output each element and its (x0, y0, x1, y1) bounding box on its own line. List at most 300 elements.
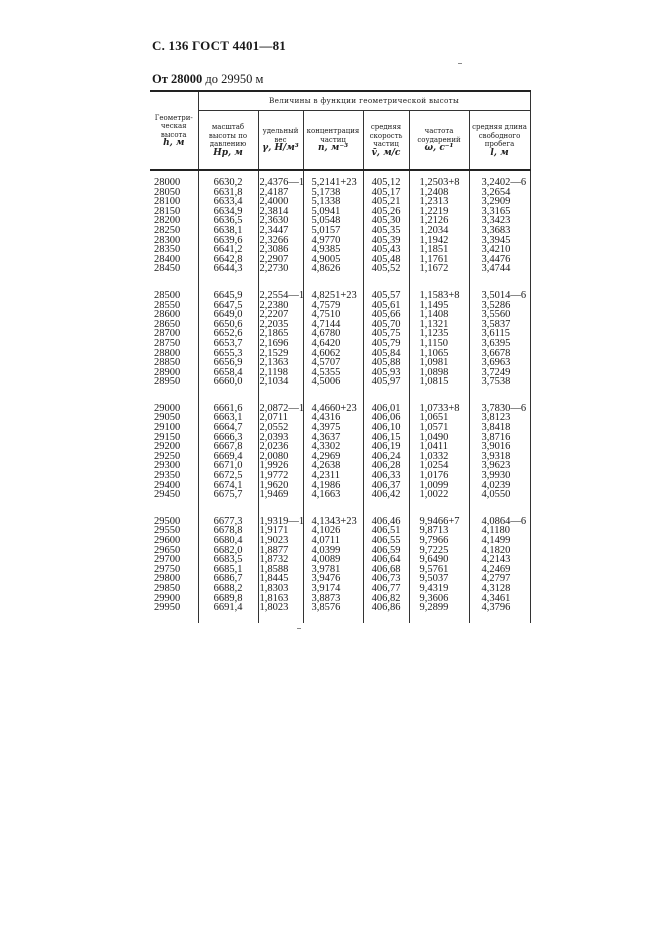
table-cell-value: 3,3945 (481, 234, 511, 246)
table-body (150, 170, 530, 623)
value-list (201, 517, 256, 613)
table-cell-value: 2,2035 (259, 318, 289, 330)
table-cell-value: 29250 (154, 450, 181, 462)
table-cell-value: 406,46 (371, 515, 401, 527)
atmosphere-table-container (150, 90, 530, 623)
table-cell-value: 2,2907 (259, 253, 289, 265)
value-list (201, 291, 256, 387)
table-cell-value: 6645,9 (213, 289, 243, 301)
table-cell-value: 4,0239 (481, 479, 511, 491)
value-list (259, 402, 305, 501)
column-label: удельный вес (262, 127, 299, 144)
table-cell-value: 6647,5 (213, 299, 243, 311)
value-list (154, 404, 196, 500)
table-cell-value: 29550 (154, 525, 181, 537)
table-cell-value: 6636,5 (213, 215, 243, 227)
table-cell-value: 29800 (154, 573, 181, 585)
table-cell-value: 3,6963 (481, 357, 511, 369)
column-symbol: v̄, м/с (371, 147, 401, 158)
table-cell-value: 1,9926 (259, 460, 289, 472)
column-header-n (303, 111, 363, 171)
table-cell-value: 4,2143 (481, 554, 511, 566)
table-cell-value: 405,48 (371, 253, 401, 265)
table-cell-value: 4,8251+23 (311, 289, 357, 301)
table-cell-value: 4,3461 (481, 592, 511, 604)
table-cell-value: 29100 (154, 422, 181, 434)
table-cell-value: 2,2730 (259, 263, 289, 275)
table-cell-value: 6691,4 (213, 602, 243, 614)
cell-gamma (258, 397, 303, 510)
cell-v (363, 170, 409, 284)
table-cell-value: 2,3630 (259, 215, 289, 227)
table-cell-value: 6689,8 (213, 592, 243, 604)
column-header-w (409, 111, 469, 171)
table-cell-value: 405,88 (371, 357, 401, 369)
cell-gamma (258, 510, 303, 623)
table-cell-value: 4,1986 (311, 479, 341, 491)
column-header-h (150, 91, 198, 170)
table-cell-value: 3,6115 (481, 328, 510, 340)
table-cell-value: 28500 (154, 289, 181, 301)
table-row-group (150, 510, 530, 623)
table-cell-value: 6683,5 (213, 554, 243, 566)
table-cell-value: 2,0552 (259, 422, 289, 434)
table-cell-value: 406,01 (371, 402, 401, 414)
table-cell-value: 2,2554—1 (259, 289, 305, 301)
column-symbol: Hp, м (213, 147, 243, 158)
table-cell-value: 3,9174 (311, 582, 341, 594)
table-row-group (150, 170, 530, 284)
table-cell-value: 28000 (154, 177, 181, 188)
table-cell-value: 2,2207 (259, 309, 289, 321)
table-cell-value: 6634,9 (213, 205, 243, 217)
table-cell-value: 4,1343+23 (311, 515, 357, 527)
table-cell-value: 4,3302 (311, 441, 341, 453)
range-title (152, 72, 263, 87)
table-cell-value: 28850 (154, 357, 181, 369)
table-cell-value: 28600 (154, 309, 181, 321)
table-cell-value: 1,0254 (419, 460, 449, 472)
table-cell-value: 406,33 (371, 470, 401, 482)
table-cell-value: 2,3266 (259, 234, 289, 246)
table-cell-value: 3,9476 (311, 573, 341, 585)
table-cell-value: 1,0733+8 (419, 402, 460, 414)
table-cell-value: 9,7966 (419, 535, 449, 546)
table-cell-value: 406,86 (371, 602, 401, 614)
scan-speck (458, 63, 462, 64)
column-label: концентрация частиц (306, 127, 360, 144)
table-cell-value: 6685,1 (213, 563, 243, 575)
table-cell-value: 4,3637 (311, 431, 341, 443)
range-to: 29950 (221, 72, 253, 86)
table-cell-value: 6655,3 (213, 347, 243, 359)
cell-h (150, 510, 198, 623)
table-cell-value: 2,4187 (259, 186, 289, 198)
value-list (154, 517, 196, 613)
table-cell-value: 406,51 (371, 525, 401, 537)
table-cell-value: 4,5355 (311, 366, 341, 378)
table-cell-value: 29450 (154, 489, 181, 501)
table-cell-value: 2,1696 (259, 337, 289, 349)
table-cell-value: 3,2402—6 (481, 177, 527, 188)
table-cell-value: 6677,3 (213, 515, 243, 527)
table-cell-value: 29150 (154, 431, 181, 443)
table-cell-value: 405,79 (371, 337, 401, 349)
table-row-group (150, 397, 530, 510)
table-cell-value: 2,0872—1 (259, 402, 305, 414)
table-cell-value: 4,8626 (311, 263, 341, 275)
table-cell-value: 9,8713 (419, 525, 449, 537)
table-cell-value: 406,24 (371, 450, 401, 462)
table-cell-value: 405,30 (371, 215, 401, 227)
cell-hp (198, 510, 258, 623)
header-row-columns (150, 111, 530, 171)
atmosphere-table (150, 90, 531, 623)
cell-n (303, 510, 363, 623)
column-header-l (469, 111, 530, 171)
table-cell-value: 4,2311 (311, 470, 340, 482)
table-cell-value: 5,2141+23 (311, 177, 357, 188)
table-cell-value: 3,9781 (311, 563, 341, 575)
table-cell-value: 3,8716 (481, 431, 511, 443)
table-cell-value: 1,0022 (419, 489, 449, 501)
table-cell-value: 3,5837 (481, 318, 511, 330)
value-list (312, 404, 361, 500)
table-cell-value: 9,5761 (419, 563, 449, 575)
value-list (420, 178, 467, 274)
table-cell-value: 406,10 (371, 422, 401, 434)
cell-w (409, 170, 469, 284)
table-cell-value: 28400 (154, 253, 181, 265)
table-cell-value: 1,9023 (259, 535, 289, 546)
cell-l (469, 510, 530, 623)
table-cell-value: 1,1495 (419, 299, 449, 311)
table-cell-value: 4,1026 (311, 525, 341, 537)
cell-w (409, 510, 469, 623)
table-cell-value: 4,9770 (311, 234, 341, 246)
table-cell-value: 3,8418 (481, 422, 511, 434)
table-cell-value: 1,9171 (259, 525, 289, 537)
table-cell-value: 6686,7 (213, 573, 243, 585)
table-cell-value: 6652,6 (213, 328, 243, 340)
table-cell-value: 1,8588 (259, 563, 289, 575)
table-cell-value: 1,1761 (419, 253, 449, 265)
cell-hp (198, 284, 258, 397)
table-cell-value: 1,1942 (419, 234, 449, 246)
table-cell-value: 405,43 (371, 244, 401, 256)
table-cell-value: 3,5286 (481, 299, 511, 311)
table-cell-value: 5,0157 (311, 224, 341, 236)
table-cell-value: 6650,6 (213, 318, 243, 330)
table-cell-value: 406,15 (371, 431, 401, 443)
table-cell-value: 406,28 (371, 460, 401, 472)
table-cell-value: 4,5707 (311, 357, 341, 369)
cell-gamma (258, 170, 303, 284)
table-cell-value: 405,39 (371, 234, 401, 246)
table-cell-value: 1,2313 (419, 196, 449, 208)
table-cell-value: 1,8163 (259, 592, 289, 604)
table-cell-value: 3,6678 (481, 347, 511, 359)
table-cell-value: 3,9623 (481, 460, 511, 472)
table-cell-value: 6674,1 (213, 479, 243, 491)
table-cell-value: 6642,8 (213, 253, 243, 265)
table-cell-value: 3,7249 (481, 366, 511, 378)
table-cell-value: 28550 (154, 299, 181, 311)
table-cell-value: 406,82 (371, 592, 401, 604)
table-cell-value: 6664,7 (213, 422, 243, 434)
table-cell-value: 6688,2 (213, 582, 243, 594)
table-cell-value: 6658,4 (213, 366, 243, 378)
table-cell-value: 2,1529 (259, 347, 289, 359)
table-cell-value: 3,7830—6 (481, 402, 527, 414)
table-cell-value: 2,3814 (259, 205, 289, 217)
table-cell-value: 405,61 (371, 299, 401, 311)
range-from: 28000 (171, 72, 203, 86)
table-cell-value: 6656,9 (213, 357, 243, 369)
table-cell-value: 4,7144 (311, 318, 341, 330)
value-list (259, 177, 305, 275)
table-cell-value: 4,7579 (311, 299, 341, 311)
table-cell-value: 9,4319 (419, 582, 449, 594)
table-cell-value: 1,8445 (259, 573, 289, 585)
table-cell-value: 9,9466+7 (419, 515, 460, 527)
table-cell-value: 3,8123 (481, 412, 511, 424)
value-list (482, 178, 528, 274)
table-cell-value: 405,35 (371, 224, 401, 236)
table-cell-value: 2,4376—1 (259, 177, 305, 188)
cell-h (150, 284, 198, 397)
value-list (312, 178, 361, 274)
table-cell-value: 1,1321 (419, 318, 449, 330)
table-cell-value: 405,97 (371, 376, 401, 388)
table-cell-value: 1,2503+8 (419, 177, 460, 188)
table-cell-value: 5,1338 (311, 196, 341, 208)
table-cell-value: 29650 (154, 544, 181, 556)
column-label: частота соударений (417, 127, 461, 144)
table-cell-value: 1,2126 (419, 215, 449, 227)
table-cell-value: 405,93 (371, 366, 401, 378)
table-cell-value: 5,1738 (311, 186, 341, 198)
table-cell-value: 29050 (154, 412, 181, 424)
table-cell-value: 406,64 (371, 554, 401, 566)
table-cell-value: 3,6395 (481, 337, 511, 349)
table-cell-value: 2,2380 (259, 299, 289, 311)
table-cell-value: 3,2654 (481, 186, 511, 198)
table-cell-value: 1,9319—1 (259, 515, 305, 527)
table-cell-value: 4,4316 (311, 412, 341, 424)
table-cell-value: 29850 (154, 582, 181, 594)
table-cell-value: 28350 (154, 244, 181, 256)
table-cell-value: 3,3165 (481, 205, 511, 217)
table-cell-value: 29300 (154, 460, 181, 472)
column-symbol: ω, с⁻¹ (424, 143, 454, 154)
table-cell-value: 28250 (154, 224, 181, 236)
table-cell-value: 4,1180 (481, 525, 510, 537)
value-list (482, 517, 528, 613)
table-cell-value: 2,1363 (259, 357, 289, 369)
table-cell-value: 4,6062 (311, 347, 341, 359)
table-cell-value: 2,3086 (259, 244, 289, 256)
table-cell-value: 3,7538 (481, 376, 511, 388)
value-list (420, 404, 467, 500)
table-cell-value: 405,66 (371, 309, 401, 321)
table-cell-value: 29900 (154, 592, 181, 604)
table-cell-value: 405,84 (371, 347, 401, 359)
table-cell-value: 406,37 (371, 479, 401, 491)
table-cell-value: 9,6490 (419, 554, 449, 566)
table-cell-value: 28450 (154, 263, 181, 275)
table-cell-value: 28900 (154, 366, 181, 378)
column-header-v (363, 111, 409, 171)
table-cell-value: 1,8023 (259, 602, 289, 614)
value-list (312, 291, 361, 387)
table-cell-value: 6678,8 (213, 525, 243, 537)
page-header: С. 136 ГОСТ 4401—81 (152, 38, 286, 53)
header-row-group (150, 91, 530, 111)
column-label: средняя скорость частиц (369, 123, 403, 148)
table-cell-value: 1,1408 (419, 309, 449, 321)
table-cell-value: 405,75 (371, 328, 401, 340)
cell-w (409, 284, 469, 397)
table-cell-value: 406,77 (371, 582, 401, 594)
value-list (366, 404, 407, 500)
table-cell-value: 6630,2 (213, 177, 243, 188)
table-cell-value: 406,73 (371, 573, 401, 585)
value-list (366, 178, 407, 274)
table-cell-value: 4,2969 (311, 450, 341, 462)
table-cell-value: 3,9930 (481, 470, 511, 482)
table-cell-value: 4,9005 (311, 253, 341, 265)
table-cell-value: 1,0176 (419, 470, 449, 482)
table-cell-value: 406,68 (371, 563, 401, 575)
table-cell-value: 6672,5 (213, 470, 243, 482)
table-cell-value: 3,8873 (311, 592, 341, 604)
table-cell-value: 405,52 (371, 263, 401, 275)
column-symbol: h, м (163, 138, 185, 148)
table-cell-value: 6639,6 (213, 234, 243, 246)
table-cell-value: 6649,0 (213, 309, 243, 321)
value-list (366, 291, 407, 387)
table-cell-value: 1,8877 (259, 544, 289, 556)
table-cell-value: 3,2909 (481, 196, 511, 208)
table-cell-value: 29000 (154, 402, 181, 414)
table-cell-value: 405,21 (371, 196, 401, 208)
table-row-group (150, 284, 530, 397)
table-cell-value: 4,2797 (481, 573, 511, 585)
value-list (154, 291, 196, 387)
table-cell-value: 4,9385 (311, 244, 341, 256)
table-cell-value: 1,1065 (419, 347, 449, 359)
range-mid: до (205, 72, 218, 86)
cell-l (469, 397, 530, 510)
value-list (420, 517, 467, 613)
cell-v (363, 284, 409, 397)
table-cell-value: 1,0898 (419, 366, 449, 378)
table-cell-value: 2,1034 (259, 376, 289, 388)
table-cell-value: 1,0651 (419, 412, 449, 424)
table-cell-value: 1,1851 (419, 244, 449, 256)
table-cell-value: 405,12 (371, 177, 401, 188)
cell-hp (198, 170, 258, 284)
table-cell-value: 4,0711 (311, 535, 340, 546)
table-cell-value: 9,7225 (419, 544, 449, 556)
table-cell-value: 6638,1 (213, 224, 243, 236)
table-cell-value: 6663,1 (213, 412, 243, 424)
table-cell-value: 4,1663 (311, 489, 341, 501)
table-cell-value: 4,3128 (481, 582, 511, 594)
table-cell-value: 406,59 (371, 544, 401, 556)
scan-speck (297, 628, 301, 629)
value-list (366, 517, 407, 613)
table-cell-value: 29350 (154, 470, 181, 482)
table-cell-value: 4,2469 (481, 563, 511, 575)
table-cell-value: 405,70 (371, 318, 401, 330)
table-cell-value: 5,0548 (311, 215, 341, 227)
table-cell-value: 2,0393 (259, 431, 289, 443)
table-cell-value: 4,1499 (481, 535, 511, 546)
table-cell-value: 3,3423 (481, 215, 511, 227)
column-label: масштаб высоты по давлению (208, 123, 248, 148)
group-header: Величины в функции геометрической высоты (198, 91, 530, 111)
table-cell-value: 6675,7 (213, 489, 243, 501)
value-list (154, 178, 196, 274)
table-cell-value: 4,1820 (481, 544, 511, 556)
table-cell-value: 6667,8 (213, 441, 243, 453)
cell-n (303, 397, 363, 510)
table-cell-value: 29200 (154, 441, 181, 453)
table-cell-value: 29500 (154, 515, 181, 527)
table-cell-value: 2,0236 (259, 441, 289, 453)
table-cell-value: 405,17 (371, 186, 401, 198)
column-header-gamma (258, 111, 303, 171)
table-cell-value: 28750 (154, 337, 181, 349)
table-cell-value: 6660,0 (213, 376, 243, 388)
cell-l (469, 284, 530, 397)
value-list (201, 404, 256, 500)
value-list (259, 515, 305, 614)
table-cell-value: 2,1198 (259, 366, 288, 378)
table-cell-value: 4,3975 (311, 422, 341, 434)
table-cell-value: 1,9620 (259, 479, 289, 491)
table-cell-value: 406,42 (371, 489, 401, 501)
table-cell-value: 4,6420 (311, 337, 341, 349)
table-cell-value: 1,1672 (419, 263, 449, 275)
cell-w (409, 397, 469, 510)
table-cell-value: 6669,4 (213, 450, 243, 462)
cell-h (150, 397, 198, 510)
cell-v (363, 397, 409, 510)
table-cell-value: 2,4000 (259, 196, 289, 208)
table-cell-value: 2,0711 (259, 412, 288, 424)
table-cell-value: 29750 (154, 563, 181, 575)
table-cell-value: 6633,4 (213, 196, 243, 208)
table-cell-value: 4,0399 (311, 544, 341, 556)
table-cell-value: 28650 (154, 318, 181, 330)
table-cell-value: 28950 (154, 376, 181, 388)
table-cell-value: 4,3796 (481, 602, 511, 614)
table-cell-value: 2,0080 (259, 450, 289, 462)
table-cell-value: 405,57 (371, 289, 401, 301)
cell-n (303, 170, 363, 284)
table-cell-value: 28100 (154, 196, 181, 208)
table-cell-value: 406,06 (371, 412, 401, 424)
table-cell-value: 2,3447 (259, 224, 289, 236)
table-cell-value: 5,0941 (311, 205, 341, 217)
range-unit: м (255, 72, 264, 86)
table-cell-value: 3,3683 (481, 224, 511, 236)
table-cell-value: 3,9318 (481, 450, 511, 462)
table-cell-value: 29600 (154, 535, 181, 546)
